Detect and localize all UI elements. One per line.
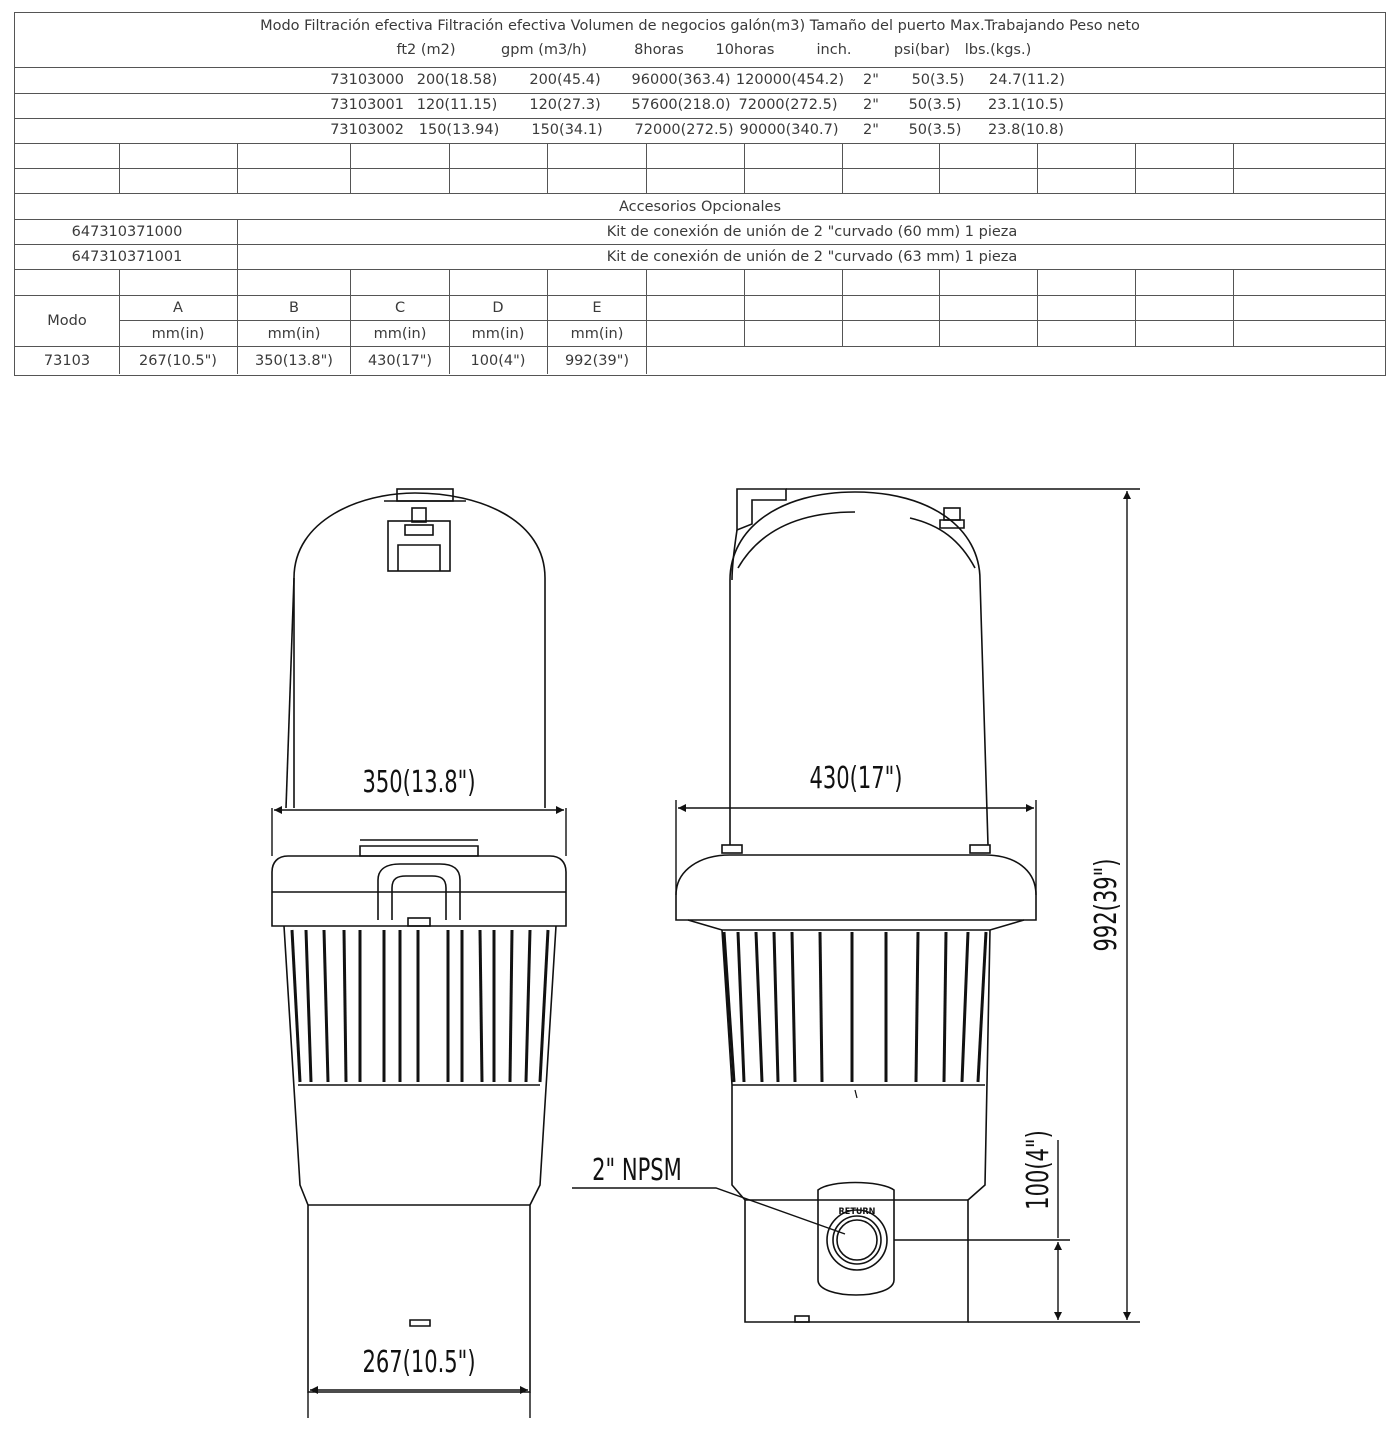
accessory-code: 647310371001 [71,249,183,265]
dimension-value-a: 267(10.5") [139,353,217,369]
row-turnover-8h: 72000(272.5) [634,122,734,138]
dimension-c-label: 430(17") [809,761,903,796]
dimension-unit: mm(in) [471,326,525,342]
dimension-b-line [272,808,566,856]
spec-header-8hours: 8horas [634,42,684,58]
spec-header-pressure-unit: psi(bar) [893,42,951,58]
side-fins [724,932,986,1082]
row-weight: 23.1(10.5) [988,97,1064,113]
dimension-e-label: 992(39") [1089,858,1124,952]
row-port: 2" [863,97,879,113]
technical-drawing [0,380,1400,1440]
dimension-a-label: 267(10.5") [362,1345,476,1380]
row-turnover-10h: 72000(272.5) [738,97,838,113]
dimension-letter-c: C [394,300,406,316]
row-port: 2" [863,72,879,88]
dimension-unit: mm(in) [570,326,624,342]
row-pressure: 50(3.5) [911,72,965,88]
dimension-b-label: 350(13.8") [362,765,476,800]
row-area: 200(18.58) [416,72,498,88]
spec-header-filtration-area-unit: ft2 (m2) [396,42,456,58]
dimension-letter-d: D [492,300,504,316]
row-model: 73103001 [330,97,404,113]
row-weight: 23.8(10.8) [988,122,1064,138]
row-flow: 200(45.4) [529,72,601,88]
port-embossing: RETURN [838,1207,876,1217]
row-model: 73103002 [330,122,404,138]
dimensions-model-label: Modo [47,313,87,329]
dimension-d-label: 100(4") [1021,1130,1056,1210]
port-label: 2" NPSM [592,1153,682,1188]
spec-header-flow-unit: gpm (m3/h) [501,42,587,58]
row-turnover-8h: 57600(218.0) [631,97,731,113]
dimension-value-c: 430(17") [367,353,433,369]
dimension-value-e: 992(39") [564,353,630,369]
dimension-e-line [786,489,1140,1322]
dimensions-model: 73103 [43,353,91,369]
front-fins [292,930,548,1082]
row-turnover-8h: 96000(363.4) [631,72,731,88]
dimension-a-line [308,1390,530,1418]
dimension-unit: mm(in) [373,326,427,342]
row-weight: 24.7(11.2) [989,72,1065,88]
dimension-unit: mm(in) [267,326,321,342]
row-turnover-10h: 90000(340.7) [739,122,839,138]
dimension-unit: mm(in) [151,326,205,342]
accessory-description: Kit de conexión de unión de 2 "curvado (60 mm) 1 pieza [606,224,1018,240]
row-port: 2" [863,122,879,138]
row-flow: 150(34.1) [531,122,603,138]
accessories-title: Accesorios Opcionales [618,199,782,215]
dimension-letter-b: B [289,300,299,316]
spec-header-10hours: 10horas [715,42,775,58]
port-callout [572,1188,845,1234]
spec-table [0,0,1400,380]
row-area: 150(13.94) [418,122,500,138]
side-view [676,489,1036,1322]
row-turnover-10h: 120000(454.2) [735,72,845,88]
row-model: 73103000 [330,72,404,88]
spec-header-line1: Modo Filtración efectiva Filtración efectiva Volumen de negocios galón(m3) Tamaño del puerto Max.Trabajando Peso neto [260,18,1140,34]
dimension-letter-a: A [173,300,183,316]
row-pressure: 50(3.5) [908,97,962,113]
row-flow: 120(27.3) [529,97,601,113]
row-area: 120(11.15) [416,97,498,113]
dimension-value-d: 100(4") [470,353,526,369]
row-pressure: 50(3.5) [908,122,962,138]
spec-header-weight-unit: lbs.(kgs.) [964,42,1032,58]
spec-header-port-unit: inch. [816,42,852,58]
dimension-letter-e: E [592,300,602,316]
accessory-code: 647310371000 [71,224,183,240]
dimension-value-b: 350(13.8") [255,353,333,369]
accessory-description: Kit de conexión de unión de 2 "curvado (63 mm) 1 pieza [606,249,1018,265]
